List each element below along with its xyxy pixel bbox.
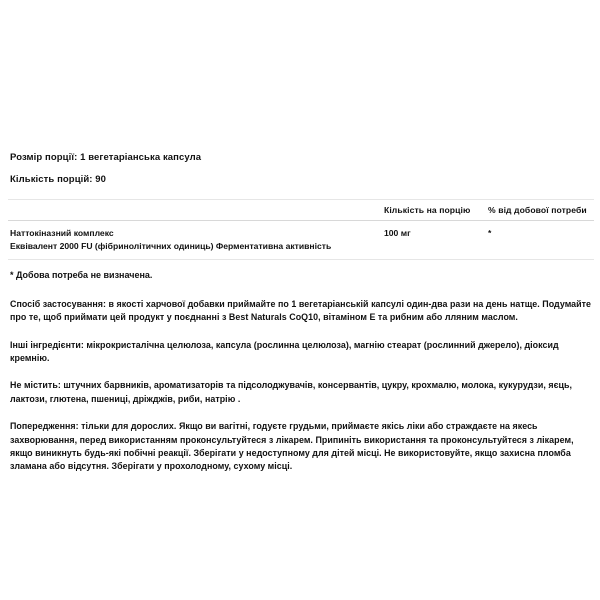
nutrient-amount: 100 мг [384, 220, 488, 260]
free-from-paragraph: Не містить: штучних барвників, ароматизаторів та підсолоджувачів, консервантів, цукру, крохмалю, молока, кукурудзи, яєць, лактози, глютена, пшениці, дріжджів, риби, натрію . [10, 380, 573, 404]
column-header-amount-per-serving: Кількість на порцію [384, 199, 488, 220]
serving-size-line: Розмір порції: 1 вегетаріанська капсула [10, 152, 202, 163]
table-body [8, 220, 594, 260]
daily-value-footnote: * Добова потреба не визначена. [10, 270, 153, 281]
supplement-facts-table [8, 199, 594, 261]
nutrient-daily-value: * [488, 220, 594, 260]
nutrient-name: Наттокіназний комплекс [10, 227, 114, 238]
servings-per-container-line: Кількість порцій: 90 [10, 173, 107, 185]
table-header [8, 199, 594, 220]
table-header-row [8, 199, 594, 220]
nutrient-name-cell [8, 220, 384, 260]
column-header-percent-daily-value: % від добової потреби [488, 199, 594, 220]
nutrient-name-detail: Еквівалент 2000 FU (фібринолітичних одиниць) Ферментативна активність [10, 240, 332, 251]
warning-paragraph: Попередження: тільки для дорослих. Якщо ви вагітні, годуєте грудьми, приймаєте якісь ліки або страждаєте на якесь захворювання, перед використанням проконсультуйтеся з лікарем. Припиніть використання та проконсультуйтеся з лікарем, якщо виникнуть будь-які побічні реакції. Зберігати у недоступному для дітей місці. Не використовуйте, якщо захисна пломба зламана або відсутня. Зберігати у прохолодному, сухому місці. [10, 421, 574, 472]
directions-paragraph: Спосіб застосування: в якості харчової добавки приймайте по 1 вегетаріанській капсулі один-два рази на день натще. Подумайте про те, щоб приймати цей продукт у поєднанні з Best Naturals CoQ10, вітаміном Е та рибним або лляним маслом. [10, 299, 592, 323]
column-header-nutrient [8, 199, 384, 220]
top-spacer [8, 0, 592, 152]
other-ingredients-paragraph: Інші інгредієнти: мікрокристалічна целюлоза, капсула (рослинна целюлоза), магнію стеарат (рослинний джерело), діоксид кремнію. [10, 339, 559, 364]
table-row [8, 220, 594, 260]
